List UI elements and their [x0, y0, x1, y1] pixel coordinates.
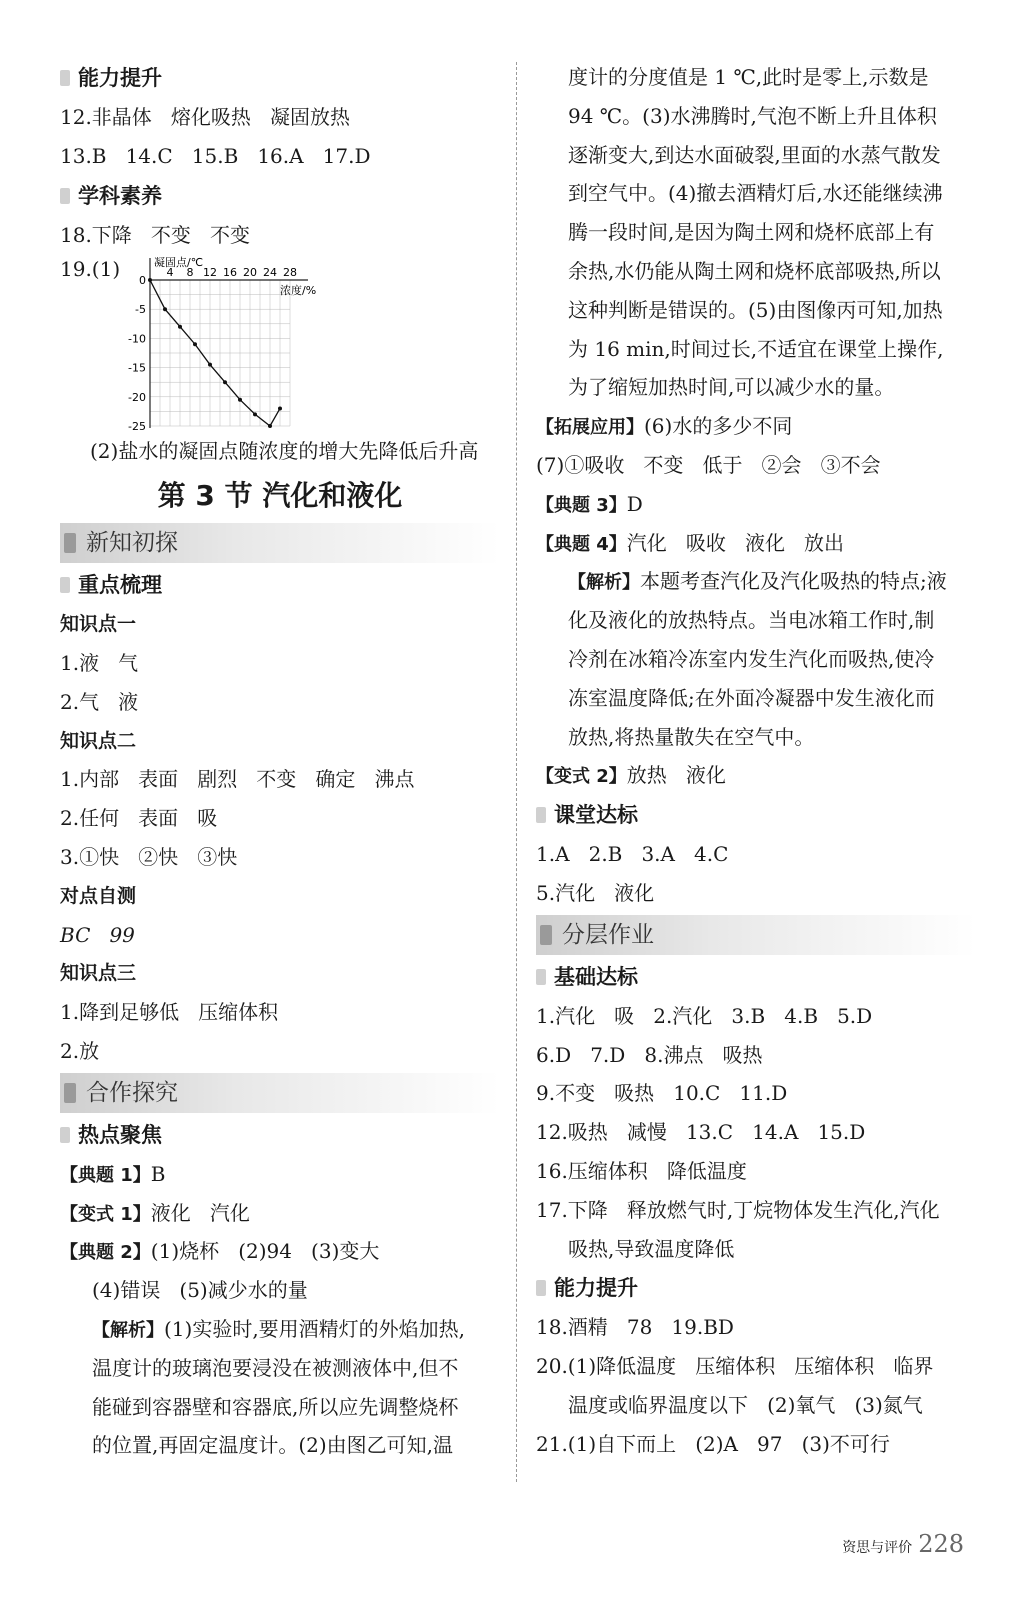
data-point	[268, 424, 272, 428]
answer-12: 12.非晶体 熔化吸热 凝固放热	[60, 105, 350, 129]
jiexi-2-line-9: 腾一段时间,是因为陶土网和烧杯底部上有	[568, 220, 935, 245]
jiexi-2-line-11: 这种判断是错误的。(5)由图像丙可知,加热	[568, 297, 943, 322]
heading-nengli: 能力提升	[60, 58, 500, 98]
x-tick-label: 24	[263, 266, 277, 280]
x-tick-label: 8	[186, 266, 194, 280]
kp2-line-3: 3.①快 ②快 ③快	[60, 844, 238, 869]
kp2-line-2: 2.任何 表面 吸	[60, 806, 218, 831]
jiexi-2-line-8: 到空气中。(4)撤去酒精灯后,水还能继续沸	[568, 181, 943, 206]
data-point	[163, 308, 167, 312]
jiexi-2-line-5: 度计的分度值是 1 ℃,此时是零上,示数是	[568, 65, 929, 89]
page-number: 228	[918, 1530, 964, 1558]
jiexi-4-line-2: 化及液化的放热特点。当电冰箱工作时,制	[568, 608, 935, 633]
y-tick-label: -5	[135, 303, 146, 317]
band-xinzhi: 新知初探	[60, 523, 500, 563]
section-title: 第 3 节 汽化和液化	[157, 479, 403, 513]
band-hezuo: 合作探究	[60, 1073, 500, 1113]
jiexi-2-line-2: 温度计的玻璃泡要浸没在被测液体中,但不	[92, 1355, 459, 1380]
jiexi-4-line-4: 冻室温度降低;在外面冷凝器中发生液化而	[568, 685, 935, 710]
answer-18: 18.下降 不变 不变	[60, 222, 250, 247]
jichu-line-6b: 吸热,导致温度降低	[568, 1236, 735, 1261]
x-tick-label: 16	[223, 266, 237, 280]
tuozhan-answer: (6)水的多少不同	[644, 414, 793, 439]
right-column	[536, 58, 976, 1464]
nengli-line-2: 20.(1)降低温度 压缩体积 压缩体积 临界	[536, 1354, 934, 1379]
data-point	[238, 398, 242, 402]
heading-ketang: 课堂达标	[536, 795, 976, 835]
chart-y-label: 凝固点/℃	[154, 256, 204, 270]
tuozhan-2: (7)①吸收 不变 低于 ②会 ③不会	[536, 452, 881, 477]
tag-dianti-1: 【典题 1】	[60, 1164, 151, 1186]
data-point	[223, 381, 227, 385]
jiexi-text-1: (1)实验时,要用酒精灯的外焰加热,	[164, 1316, 466, 1341]
jichu-line-4: 12.吸热 减慢 13.C 14.A 15.D	[536, 1120, 866, 1145]
freezing-point-chart	[110, 254, 320, 430]
chart-ticks	[128, 266, 297, 430]
heading-redian: 热点聚焦	[60, 1115, 500, 1155]
bianshi-2-answer: 放热 液化	[626, 763, 726, 788]
heading-jichu: 基础达标	[536, 957, 976, 997]
self-test-heading: 对点自测	[60, 884, 137, 907]
jichu-line-1: 1.汽化 吸 2.汽化 3.B 4.B 5.D	[536, 1003, 873, 1028]
ketang-line-2: 5.汽化 液化	[536, 880, 655, 905]
data-point	[193, 343, 197, 347]
jiexi-2-line-1	[60, 1310, 500, 1349]
nengli-line-3: 21.(1)自下而上 (2)A 97 (3)不可行	[536, 1431, 890, 1456]
heading-nengli-2: 能力提升	[536, 1268, 976, 1308]
jiexi-2-line-3: 能碰到容器壁和容器底,所以应先调整烧杯	[92, 1394, 459, 1419]
y-tick-label: 0	[139, 274, 146, 288]
nengli-line-2b: 温度或临界温度以下 (2)氧气 (3)氮气	[568, 1392, 923, 1417]
dianti-1-answer: B	[150, 1161, 166, 1186]
jiexi-2-line-10: 余热,水仍能从陶土网和烧杯底部吸热,所以	[568, 258, 941, 283]
jiexi-4-line-5: 放热,将热量散失在空气中。	[568, 724, 815, 749]
dianti-1	[60, 1155, 500, 1194]
data-point	[253, 413, 257, 417]
tuozhan	[536, 407, 976, 446]
jichu-line-3: 9.不变 吸热 10.C 11.D	[536, 1081, 788, 1106]
jiexi-4-line-1	[536, 562, 976, 601]
y-tick-label: -10	[128, 332, 146, 346]
data-point	[148, 278, 152, 282]
jiexi-4-text-1: 本题考查汽化及汽化吸热的特点;液	[640, 569, 947, 594]
bianshi-1	[60, 1194, 500, 1233]
tag-dianti-3: 【典题 3】	[536, 494, 627, 516]
tag-bianshi-2: 【变式 2】	[536, 766, 627, 788]
column-divider	[516, 62, 517, 1482]
tag-dianti-4: 【典题 4】	[536, 533, 627, 555]
self-test-answer: BC 99	[60, 922, 135, 947]
knowledge-point-3: 知识点三	[60, 962, 137, 985]
dianti-2	[60, 1232, 500, 1271]
jiexi-2-line-7: 逐渐变大,到达水面破裂,里面的水蒸气散发	[568, 142, 941, 167]
answer-13: 13.B 14.C 15.B 16.A 17.D	[60, 143, 371, 168]
page-footer	[842, 1530, 964, 1558]
jiexi-2-line-4: 的位置,再固定温度计。(2)由图乙可知,温	[92, 1433, 454, 1458]
tag-tuozhan: 【拓展应用】	[536, 417, 644, 439]
dianti-4-answer: 汽化 吸收 液化 放出	[626, 530, 845, 555]
dianti-2-cont: (4)错误 (5)减少水的量	[92, 1278, 308, 1303]
jiexi-2-line-6: 94 ℃。(3)水沸腾时,气泡不断上升且体积	[568, 103, 937, 128]
band-fenceng: 分层作业	[536, 915, 976, 955]
tag-jiexi-4: 【解析】	[568, 572, 640, 594]
data-point	[208, 363, 212, 367]
jichu-line-2: 6.D 7.D 8.沸点 吸热	[536, 1042, 763, 1067]
answer-19-2: (2)盐水的凝固点随浓度的增大先降低后升高	[90, 439, 479, 464]
heading-xueke: 学科素养	[60, 176, 500, 216]
knowledge-point-2: 知识点二	[60, 729, 137, 752]
jiexi-2-line-12: 为 16 min,时间过长,不适宜在课堂上操作,	[568, 336, 944, 361]
tag-dianti-2: 【典题 2】	[60, 1242, 151, 1264]
tag-jiexi: 【解析】	[92, 1319, 164, 1341]
jiexi-2-line-13: 为了缩短加热时间,可以减少水的量。	[568, 375, 895, 400]
y-tick-label: -15	[128, 361, 146, 375]
answer-19-chart-row	[60, 254, 500, 432]
bianshi-1-answer: 液化 汽化	[150, 1200, 250, 1225]
ketang-line-1: 1.A 2.B 3.A 4.C	[536, 842, 729, 867]
footer-text: 资思与评价	[842, 1540, 913, 1556]
dianti-3	[536, 485, 976, 524]
kp1-line-1: 1.液 气	[60, 650, 139, 675]
dianti-2-answer: (1)烧杯 (2)94 (3)变大	[150, 1239, 380, 1264]
kp3-line-1: 1.降到足够低 压缩体积	[60, 1000, 279, 1025]
y-tick-label: -20	[128, 391, 146, 405]
tag-bianshi-1: 【变式 1】	[60, 1203, 151, 1225]
dianti-3-answer: D	[626, 491, 643, 516]
answer-19-number: 19.(1)	[60, 257, 121, 282]
data-point	[178, 325, 182, 329]
x-tick-label: 28	[283, 266, 297, 280]
x-tick-label: 20	[243, 266, 257, 280]
data-point	[278, 407, 282, 411]
jiexi-4-line-3: 冷剂在冰箱冷冻室内发生汽化而吸热,使冷	[568, 646, 935, 671]
heading-zhongdian: 重点梳理	[60, 565, 500, 605]
knowledge-point-1: 知识点一	[60, 613, 137, 636]
x-tick-label: 12	[203, 266, 217, 280]
nengli-line-1: 18.酒精 78 19.BD	[536, 1315, 734, 1340]
kp2-line-1: 1.内部 表面 剧烈 不变 确定 沸点	[60, 767, 415, 792]
jichu-line-6: 17.下降 释放燃气时,丁烷物体发生汽化,汽化	[536, 1197, 940, 1222]
left-column	[60, 58, 500, 1465]
y-tick-label: -25	[128, 420, 146, 431]
kp3-line-2: 2.放	[60, 1038, 100, 1063]
x-tick-label: 4	[166, 266, 174, 280]
jichu-line-5: 16.压缩体积 降低温度	[536, 1158, 747, 1183]
dianti-4	[536, 524, 976, 563]
chart-grid	[150, 280, 290, 426]
chart-x-label: 浓度/%	[280, 284, 317, 298]
bianshi-2	[536, 756, 976, 795]
kp1-line-2: 2.气 液	[60, 689, 139, 714]
